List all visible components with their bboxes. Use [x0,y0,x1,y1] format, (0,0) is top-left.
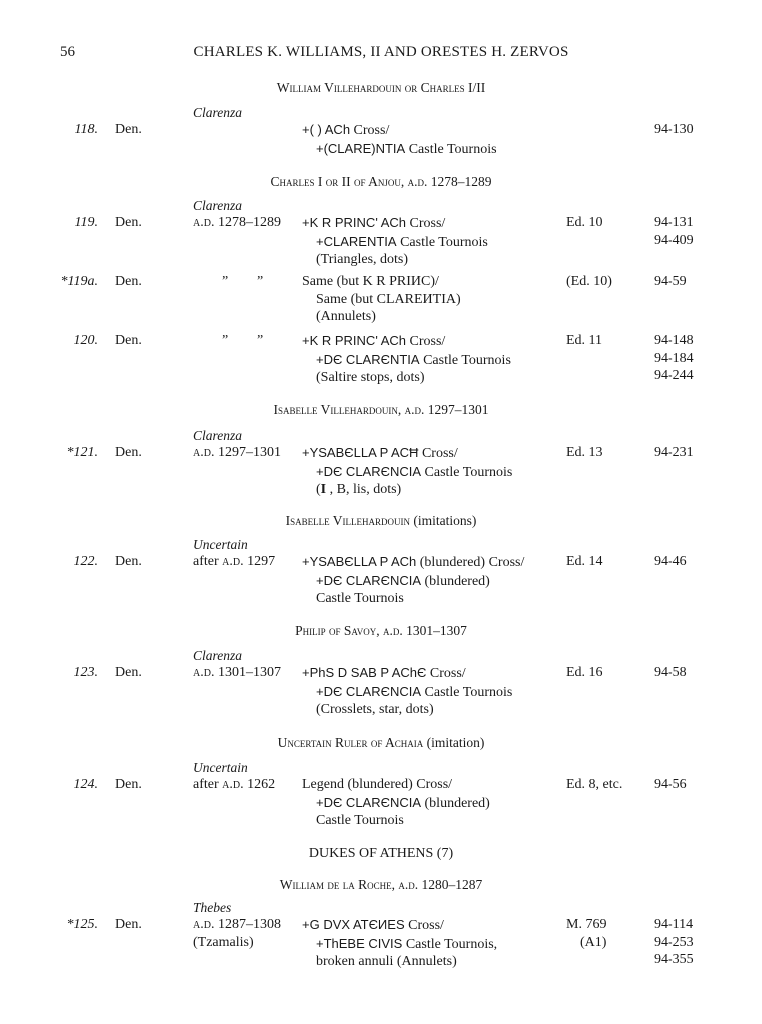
mint-label: Clarenza [193,198,243,213]
entry-number: 122. [73,554,98,569]
ditto-mark: ” [222,274,229,289]
entry-number: *121. [66,445,98,460]
legend: +YSABЄLLA P ACh (blundered) Cross/ +DЄ CLARЄNCIA (blundered) Castle Tournois [302,554,525,606]
date: after a.d. 1297 [193,554,276,569]
date: a.d. 1278–1289 [193,215,281,230]
entry-number: 124. [73,777,98,792]
inventory-numbers: 94-114 94-253 94-355 [654,917,694,967]
entry-number: *125. [66,917,98,932]
inventory-numbers: 94-130 [654,122,694,137]
section-heading: William de la Roche, a.d. 1280–1287 [279,877,483,892]
date: a.d. 1301–1307 [193,665,281,680]
reference: Ed. 14 [566,554,603,569]
date: after a.d. 1262 [193,777,276,792]
denomination: Den. [115,445,142,460]
legend: +PhS D SAB P AChЄ Cross/ +DЄ CLARЄNCIA Castle Tournois (Crosslets, star, dots) [302,665,513,717]
legend: +K R PRINC' ACh Cross/ +CLARENTIA Castle Tournois (Triangles, dots) [302,215,488,267]
legend: +G DVX ATЄИES Cross/ +ThEBE CIVIS Castle Tournois, broken annuli (Annulets) [302,917,498,969]
reference: Ed. 8, etc. [566,777,623,792]
denomination: Den. [115,917,142,932]
reference: Ed. 10 [566,215,603,230]
entry-number: 119. [74,215,98,230]
entry-number: *119a. [60,274,98,289]
entry-number: 118. [74,122,98,137]
mint-label: Clarenza [193,648,243,663]
legend: +YSABЄLLA P ACĦ Cross/ +DЄ CLARЄNCIA Castle Tournois (I , B, lis, dots) [302,445,513,497]
mint-label: Uncertain [193,537,248,552]
denomination: Den. [115,554,142,569]
denomination: Den. [115,333,142,348]
reference: Ed. 16 [566,665,603,680]
mint-label: Clarenza [193,428,243,443]
section-heading: Uncertain Ruler of Achaia (imitation) [277,735,485,750]
inventory-numbers: 94-231 [654,445,694,460]
legend: +( ) ACh Cross/ +(CLARE)NTIA Castle Tournois [302,122,497,157]
section-heading: Isabelle Villehardouin (imitations) [285,513,477,528]
inventory-numbers: 94-59 [654,274,687,289]
legend: +K R PRINC' ACh Cross/ +DЄ CLARЄNTIA Castle Tournois (Saltire stops, dots) [302,333,511,385]
section-heading: Charles I or II of Anjou, a.d. 1278–1289 [270,174,492,189]
reference: M. 769 (A1) [566,917,607,950]
reference: Ed. 13 [566,445,603,460]
legend: Same (but K R PRIИC)/ Same (but CLAREИTIA) (Annulets) [302,274,461,324]
ditto-mark: ” [257,274,264,289]
ditto-mark: ” [222,333,229,348]
mint-label: Uncertain [193,760,248,775]
section-heading: William Villehardouin or Charles I/II [276,80,486,95]
date: a.d. 1287–1308 (Tzamalis) [193,917,281,950]
inventory-numbers: 94-46 [654,554,687,569]
denomination: Den. [115,665,142,680]
running-head: CHARLES K. WILLIAMS, II AND ORESTES H. ZERVOS [193,44,569,60]
reference: (Ed. 10) [566,274,612,289]
reference: Ed. 11 [566,333,603,348]
denomination: Den. [115,215,142,230]
mint-label: Thebes [193,900,232,915]
entry-number: 123. [73,665,98,680]
section-heading: DUKES OF ATHENS (7) [308,846,454,861]
inventory-numbers: 94-148 94-184 94-244 [654,333,694,383]
inventory-numbers: 94-58 [654,665,687,680]
denomination: Den. [115,274,142,289]
entry-number: 120. [73,333,98,348]
denomination: Den. [115,122,142,137]
denomination: Den. [115,777,142,792]
date: a.d. 1297–1301 [193,445,281,460]
page-number: 56 [60,44,75,60]
section-heading: Philip of Savoy, a.d. 1301–1307 [295,623,467,638]
section-heading: Isabelle Villehardouin, a.d. 1297–1301 [273,402,489,417]
inventory-numbers: 94-56 [654,777,687,792]
inventory-numbers: 94-131 94-409 [654,215,694,248]
ditto-mark: ” [257,333,264,348]
mint-label: Clarenza [193,105,243,120]
legend: Legend (blundered) Cross/ +DЄ CLARЄNCIA (blundered) Castle Tournois [302,777,490,828]
